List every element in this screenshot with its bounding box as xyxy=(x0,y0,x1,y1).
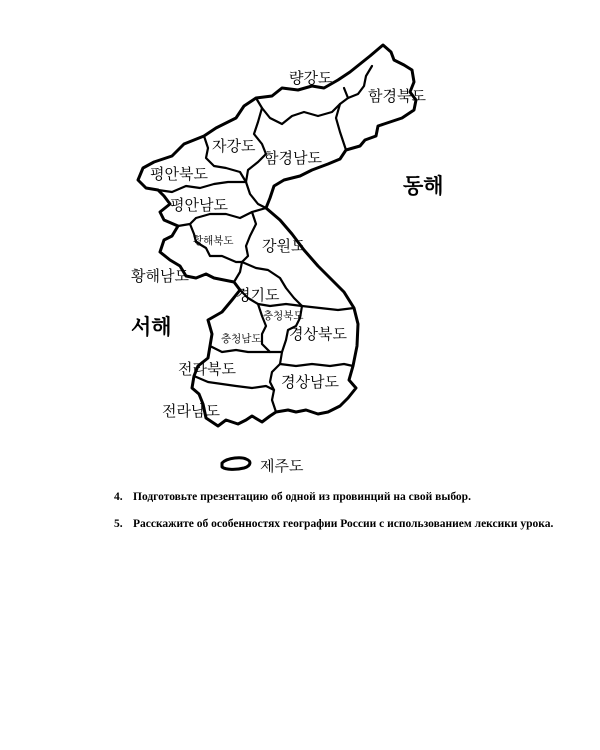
task-text: Расскажите об особенностях географии России с использованием лексики урока. xyxy=(133,518,554,530)
sea-label-east: 동해 xyxy=(403,174,444,198)
sea-label-west: 서해 xyxy=(131,315,172,339)
task-item xyxy=(114,518,574,536)
task-number: 4. xyxy=(114,491,123,503)
task-list xyxy=(114,491,574,545)
task-item xyxy=(114,491,574,509)
province-label-ryanggang: 량강도 xyxy=(289,69,333,87)
province-label-north-pyongan: 평안북도 xyxy=(150,165,208,183)
province-label-kangwon: 강원도 xyxy=(262,237,306,255)
task-text: Подготовьте презентацию об одной из провинций на свой выбор. xyxy=(133,491,471,503)
task-number: 5. xyxy=(114,518,123,530)
province-label-south-pyongan: 평안남도 xyxy=(170,196,228,214)
province-label-south-chungcheong: 충청남도 xyxy=(221,333,262,345)
province-label-south-gyeongsang: 경상남도 xyxy=(281,373,339,391)
province-label-jeju: 제주도 xyxy=(260,457,304,475)
jeju-island xyxy=(222,458,250,470)
province-label-north-chungcheong: 충청북도 xyxy=(263,310,304,322)
province-label-gyeonggi: 경기도 xyxy=(236,286,280,304)
province-label-chagang: 자강도 xyxy=(212,137,256,155)
province-label-south-hamgyong: 함경남도 xyxy=(264,149,322,167)
province-label-north-hamgyong: 함경북도 xyxy=(368,87,426,105)
province-label-north-gyeongsang: 경상북도 xyxy=(289,325,347,343)
province-label-north-hwanghae: 황해북도 xyxy=(193,235,234,247)
province-label-south-hwanghae: 황해남도 xyxy=(131,267,189,285)
province-label-north-jeolla: 전라북도 xyxy=(178,360,236,378)
province-label-south-jeolla: 전라남도 xyxy=(162,402,220,420)
